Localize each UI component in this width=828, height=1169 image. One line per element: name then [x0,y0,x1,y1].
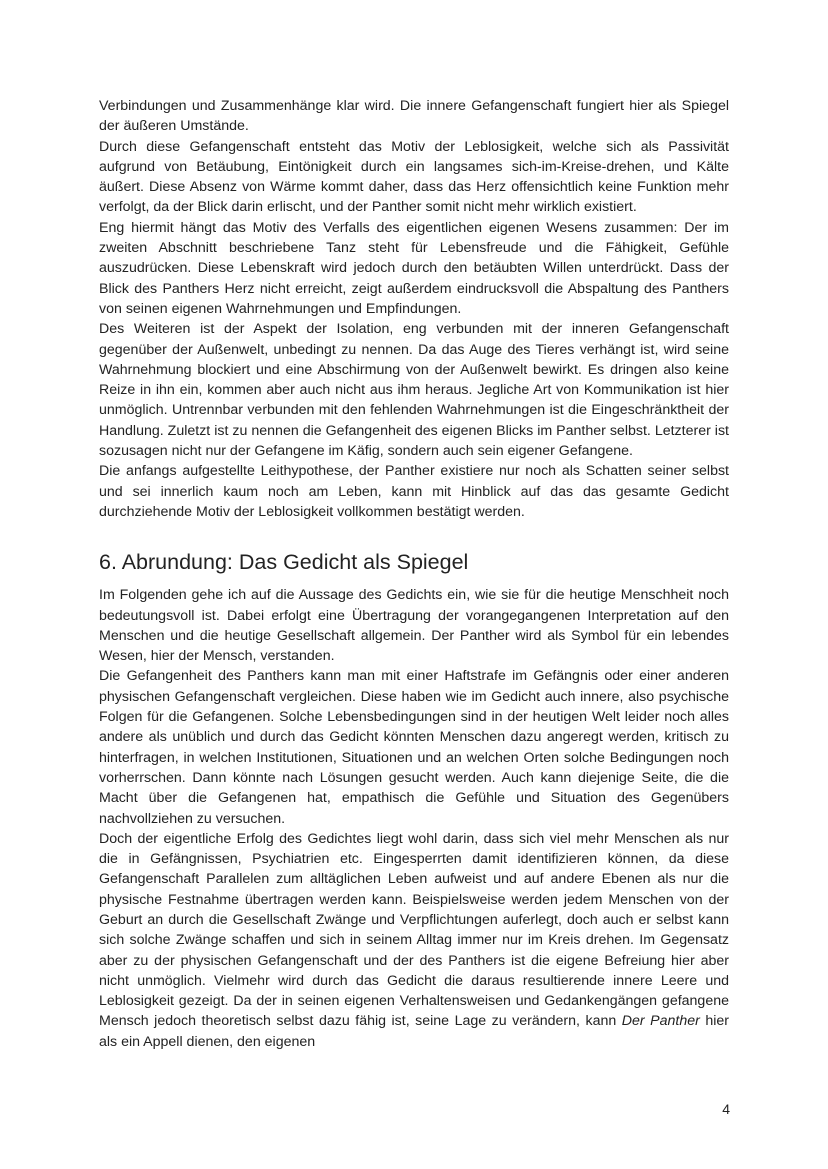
paragraph-gefangenheit: Die Gefangenheit des Panthers kann man mit einer Haftstrafe im Gefängnis oder einer anderen physischen Gefangenschaft vergleichen. Diese haben wie im Gedicht auch innere, also psychische Folgen für die Gefangenen. Solche Lebensbedingungen sind in der heutigen Welt leider noch alles andere als unüblich und durch das Gedicht könnten Menschen dazu angeregt werden, kritisch zu hinterfragen, in welchen Institutionen, Situationen und an welchen Orten solche Bedingungen noch vorherrschen. Dann könnte nach Lösungen gesucht werden. Auch kann diejenige Seite, die die Macht über die Gefangenen hat, empathisch die Gefühle und Situation des Gegenübers nachvollziehen zu versuchen. [99,668,729,827]
section-heading: 6. Abrundung: Das Gedicht als Spiegel [99,550,469,575]
paragraph-erfolg-text-end: hier als ein Appell dienen, den eigenen [99,1013,729,1050]
paragraph-erfolg [99,829,729,1052]
page-content [99,96,729,1052]
paragraph-leithypothese: Die anfangs aufgestellte Leithypothese, der Panther existiere nur noch als Schatten seiner selbst und sei innerlich kaum noch am Leben, kann mit Hinblick auf das das gesamte Gedicht durchziehende Motiv der Leblosigkeit vollkommen bestätigt werden. [99,463,729,520]
paragraph-leblosigkeit: Durch diese Gefangenschaft entsteht das Motiv der Leblosigkeit, welche sich als Passivität aufgrund von Betäubung, Eintönigkeit durch ein langsames sich-im-Kreise-drehen, und Kälte äußert. Diese Absenz von Wärme kommt daher, dass das Herz offensichtlich keine Funktion mehr verfolgt, da der Blick darin erlischt, und der Panther somit nicht mehr wirklich existiert. [99,138,729,216]
paragraph-aussage: Im Folgenden gehe ich auf die Aussage des Gedichts ein, wie sie für die heutige Menschheit noch bedeutungsvoll ist. Dabei erfolgt eine Übertragung der vorangegangenen Interpretation auf den Menschen und die heutige Gesellschaft allgemein. Der Panther wird als Symbol für ein lebendes Wesen, hier der Mensch, verstanden. [99,587,729,665]
paragraph-erfolg-text-start: Doch der eigentliche Erfolg des Gedichtes liegt wohl darin, dass sich viel mehr Menschen als nur die in Gefängnissen, Psychiatrien etc. Eingesperrten damit identifizieren können, da diese Gefangenschaft Parallelen zum alltäglichen Leben aufweist und auf andere Ebenen als nur die physische Festnahme übertragen werden kann. Beispielsweise werden jedem Menschen von der Geburt an durch die Gesellschaft Zwänge und Verpflichtungen auferlegt, doch auch er selbst kann sich solche Zwänge schaffen und sich in seinem Alltag immer nur im Kreis drehen. Im Gegensatz aber zu der physischen Gefangenschaft und der des Panthers ist die eigene Befreiung hier aber nicht unmöglich. Vielmehr wird durch das Gedicht die daraus resultierende innere Leere und Leblosigkeit gezeigt. Da der in seinen eigenen Verhaltensweisen und Gedankengängen gefangene Mensch jedoch theoretisch selbst dazu fähig ist, seine Lage zu verändern, kann [99,830,729,1030]
poem-title-italic: Der Panther [621,1013,700,1030]
paragraph-verfall: Eng hiermit hängt das Motiv des Verfalls des eigentlichen eigenen Wesens zusammen: Der im zweiten Abschnitt beschriebene Tanz steht für Lebensfreude und die Fähigkeit, Gefühle auszudrücken. Diese Lebenskraft wird jedoch durch den betäubten Willen unterdrückt. Dass der Blick des Panthers Herz nicht erreicht, zeigt außerdem eindrucksvoll die Abspaltung des Panthers von seinen eigenen Wahrnehmungen und Empfindungen. [99,219,729,317]
page-number: 4 [722,1101,730,1117]
paragraph-interpretation-intro: Verbindungen und Zusammenhänge klar wird. Die innere Gefangenschaft fungiert hier als Spiegel der äußeren Umstände. [99,98,729,135]
paragraph-isolation: Des Weiteren ist der Aspekt der Isolation, eng verbunden mit der inneren Gefangenschaft gegenüber der Außenwelt, unbedingt zu nennen. Da das Auge des Tieres verhängt ist, wird seine Wahrnehmung blockiert und eine Abschirmung von der Außenwelt bewirkt. Es dringen also keine Reize in ihn ein, kommen aber auch nicht aus ihm heraus. Jegliche Art von Kommunikation ist hier unmöglich. Untrennbar verbunden mit den fehlenden Wahrnehmungen ist die Eingeschränktheit der Handlung. Zuletzt ist zu nennen die Gefangenheit des eigenen Blicks im Panther selbst. Letzterer ist sozusagen nicht nur der Gefangene im Käfig, sondern auch sein eigener Gefangene. [99,321,729,460]
